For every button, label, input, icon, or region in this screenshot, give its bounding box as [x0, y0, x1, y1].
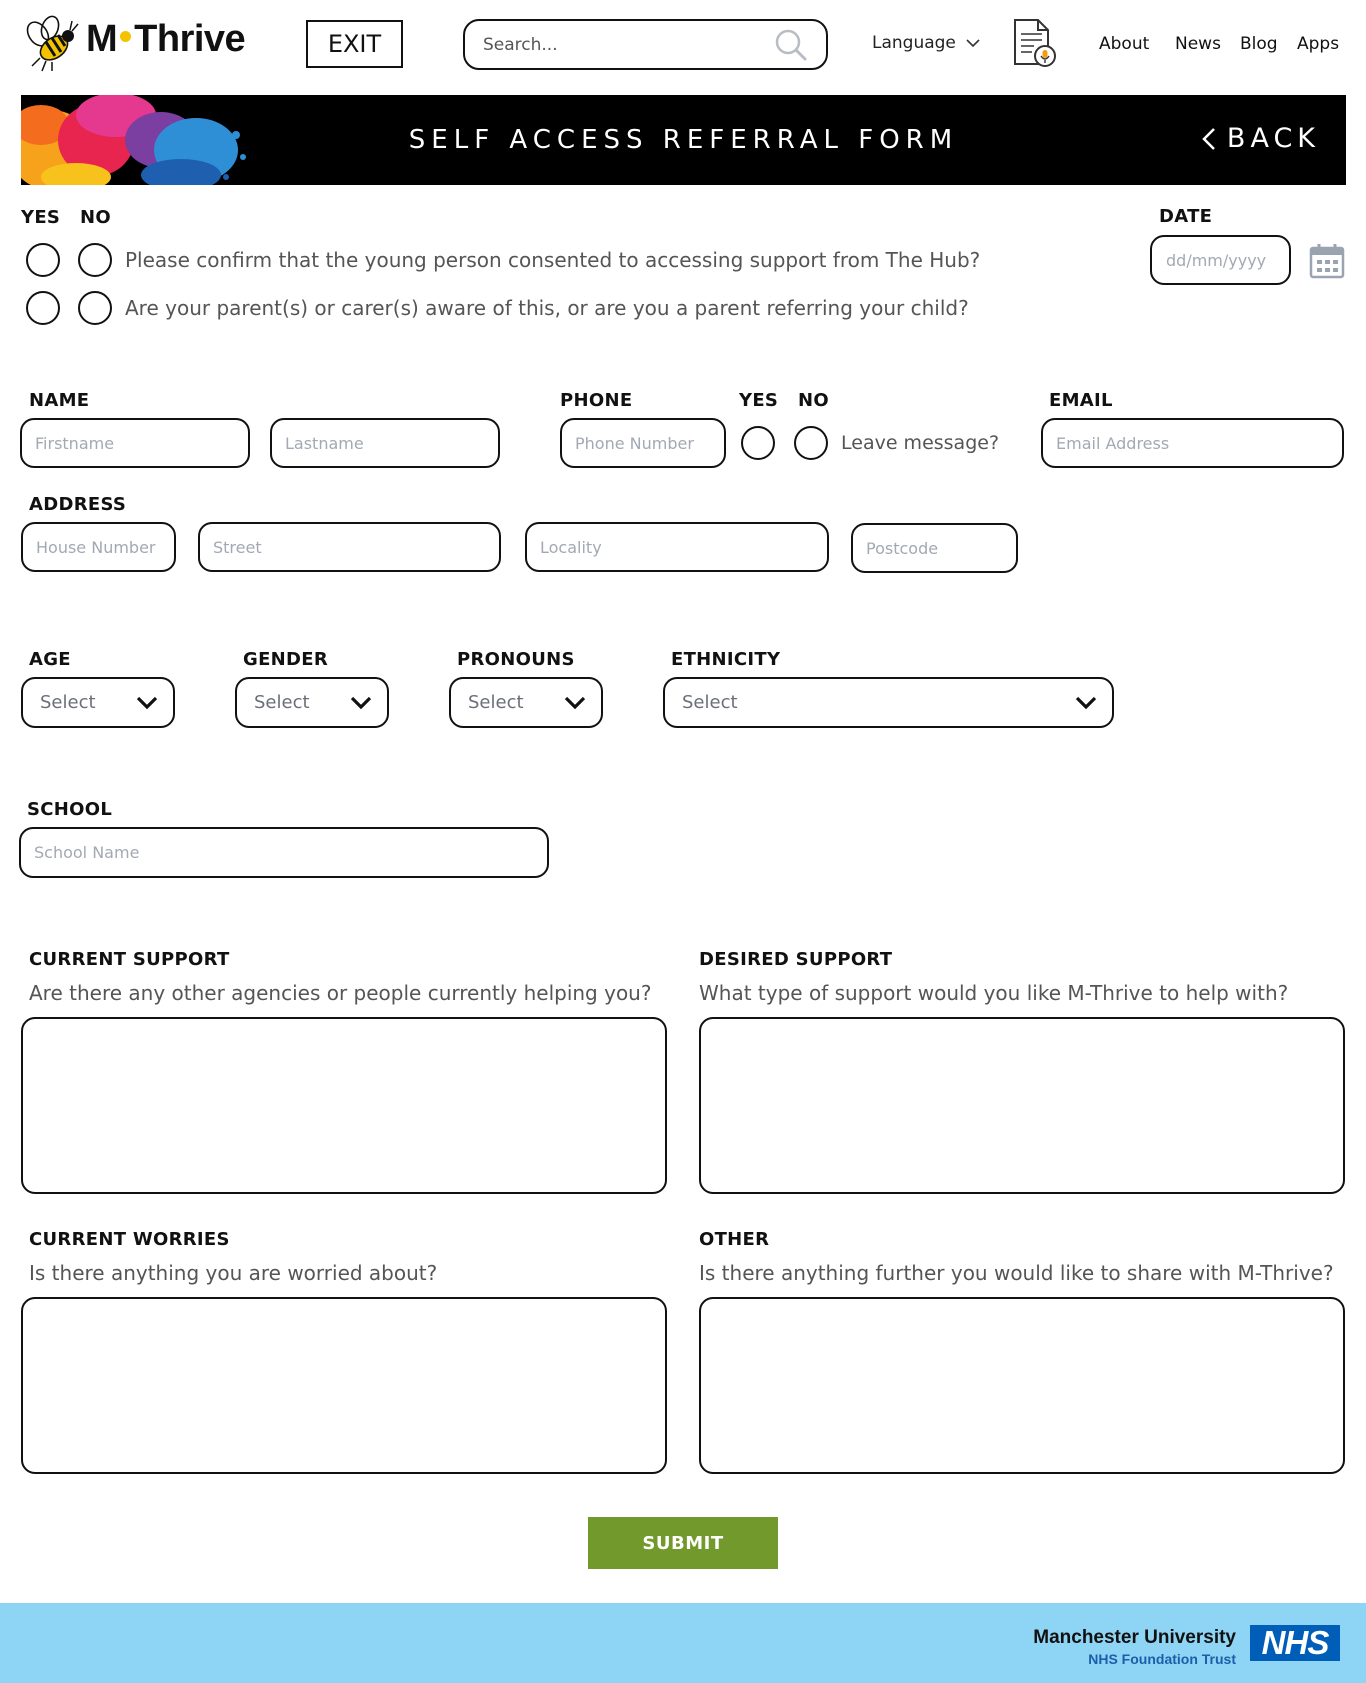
- consent-question: Please confirm that the young person consented to accessing support from The Hub?: [125, 248, 981, 272]
- date-input[interactable]: [1166, 251, 1275, 270]
- back-label: BACK: [1226, 123, 1320, 154]
- nav-blog[interactable]: Blog: [1240, 34, 1278, 54]
- school-field[interactable]: [19, 827, 549, 878]
- pronouns-select-value: Select: [468, 692, 524, 713]
- lastname-input[interactable]: [285, 434, 485, 453]
- house-number-field[interactable]: [21, 522, 176, 572]
- parent-aware-yes-radio[interactable]: [26, 291, 60, 325]
- phone-label: PHONE: [560, 390, 633, 411]
- postcode-input[interactable]: [866, 539, 1003, 558]
- nav-news[interactable]: News: [1175, 34, 1221, 54]
- current-worries-label: CURRENT WORRIES: [29, 1229, 230, 1250]
- street-input[interactable]: [213, 538, 486, 557]
- language-label: Language: [872, 33, 956, 53]
- school-label: SCHOOL: [27, 799, 113, 820]
- chevron-down-icon: [136, 696, 158, 710]
- gender-select-value: Select: [254, 692, 310, 713]
- chevron-down-icon: [966, 38, 980, 48]
- firstname-field[interactable]: [20, 418, 250, 468]
- trust-name-line2: NHS Foundation Trust: [1088, 1651, 1236, 1667]
- other-question: Is there anything further you would like to share with M-Thrive?: [699, 1261, 1334, 1285]
- street-field[interactable]: [198, 522, 501, 572]
- date-field[interactable]: [1150, 235, 1291, 285]
- address-label: ADDRESS: [29, 494, 127, 515]
- logo-dot: [120, 31, 131, 42]
- ethnicity-label: ETHNICITY: [671, 649, 781, 670]
- date-label: DATE: [1159, 206, 1213, 227]
- email-input[interactable]: [1056, 434, 1329, 453]
- parent-aware-no-radio[interactable]: [78, 291, 112, 325]
- desired-support-question: What type of support would you like M-Thrive to help with?: [699, 981, 1289, 1005]
- consent-no-label: NO: [80, 207, 111, 228]
- current-support-label: CURRENT SUPPORT: [29, 949, 230, 970]
- phone-field[interactable]: [560, 418, 726, 468]
- age-select-value: Select: [40, 692, 96, 713]
- phone-no-label: NO: [798, 390, 829, 411]
- logo-text-data: [0, 0, 1, 1]
- locality-field[interactable]: [525, 522, 829, 572]
- chevron-down-icon: [350, 696, 372, 710]
- language-selector[interactable]: [872, 33, 980, 53]
- nhs-logo[interactable]: NHS: [1250, 1625, 1340, 1661]
- chevron-down-icon: [1075, 696, 1097, 710]
- gender-select[interactable]: [235, 677, 389, 728]
- phone-input[interactable]: [575, 434, 711, 453]
- nav-apps[interactable]: Apps: [1297, 34, 1340, 54]
- age-select[interactable]: [21, 677, 175, 728]
- lastname-field[interactable]: [270, 418, 500, 468]
- search-icon[interactable]: [774, 28, 808, 62]
- age-label: AGE: [29, 649, 71, 670]
- other-label: OTHER: [699, 1229, 770, 1250]
- leave-message-yes-radio[interactable]: [741, 426, 775, 460]
- firstname-input[interactable]: [35, 434, 235, 453]
- page-banner: [21, 95, 1346, 185]
- consent-yes-label: YES: [21, 207, 61, 228]
- search-input[interactable]: [483, 35, 774, 55]
- page-title: SELF ACCESS REFERRAL FORM: [408, 125, 959, 155]
- back-button[interactable]: [1201, 123, 1320, 154]
- leave-message-no-radio[interactable]: [794, 426, 828, 460]
- other-textarea[interactable]: [699, 1297, 1345, 1474]
- current-support-question: Are there any other agencies or people currently helping you?: [29, 981, 652, 1005]
- trust-name-line1: Manchester University: [1033, 1627, 1236, 1648]
- bee-logo-icon: [22, 14, 82, 74]
- desired-support-textarea[interactable]: [699, 1017, 1345, 1194]
- email-field[interactable]: [1041, 418, 1344, 468]
- ethnicity-select-value: Select: [682, 692, 738, 713]
- current-worries-textarea[interactable]: [21, 1297, 667, 1474]
- email-label: EMAIL: [1049, 390, 1113, 411]
- house-number-input[interactable]: [36, 538, 161, 557]
- audio-document-icon[interactable]: [1012, 18, 1058, 68]
- postcode-field[interactable]: [851, 523, 1018, 573]
- leave-message-label: Leave message?: [841, 432, 1000, 454]
- submit-button[interactable]: SUBMIT: [588, 1517, 778, 1569]
- parent-aware-question: Are your parent(s) or carer(s) aware of this, or are you a parent referring your child?: [125, 296, 969, 320]
- search-bar[interactable]: [463, 19, 828, 70]
- consent-no-radio[interactable]: [78, 243, 112, 277]
- pronouns-select[interactable]: [449, 677, 603, 728]
- exit-button[interactable]: EXIT: [306, 20, 403, 68]
- pronouns-label: PRONOUNS: [457, 649, 575, 670]
- chevron-down-icon: [564, 696, 586, 710]
- school-input[interactable]: [34, 843, 534, 862]
- phone-yes-label: YES: [739, 390, 779, 411]
- current-support-textarea[interactable]: [21, 1017, 667, 1194]
- site-logo[interactable]: M Thrive: [86, 18, 246, 60]
- ethnicity-select[interactable]: [663, 677, 1114, 728]
- current-worries-question: Is there anything you are worried about?: [29, 1261, 438, 1285]
- nav-about[interactable]: About: [1099, 34, 1150, 54]
- footer: [0, 1603, 1366, 1683]
- consent-yes-radio[interactable]: [26, 243, 60, 277]
- name-label: NAME: [29, 390, 90, 411]
- gender-label: GENDER: [243, 649, 329, 670]
- calendar-icon[interactable]: [1309, 243, 1345, 279]
- chevron-left-icon: [1201, 127, 1217, 151]
- trust-name: [1033, 1627, 1236, 1667]
- locality-input[interactable]: [540, 538, 814, 557]
- desired-support-label: DESIRED SUPPORT: [699, 949, 893, 970]
